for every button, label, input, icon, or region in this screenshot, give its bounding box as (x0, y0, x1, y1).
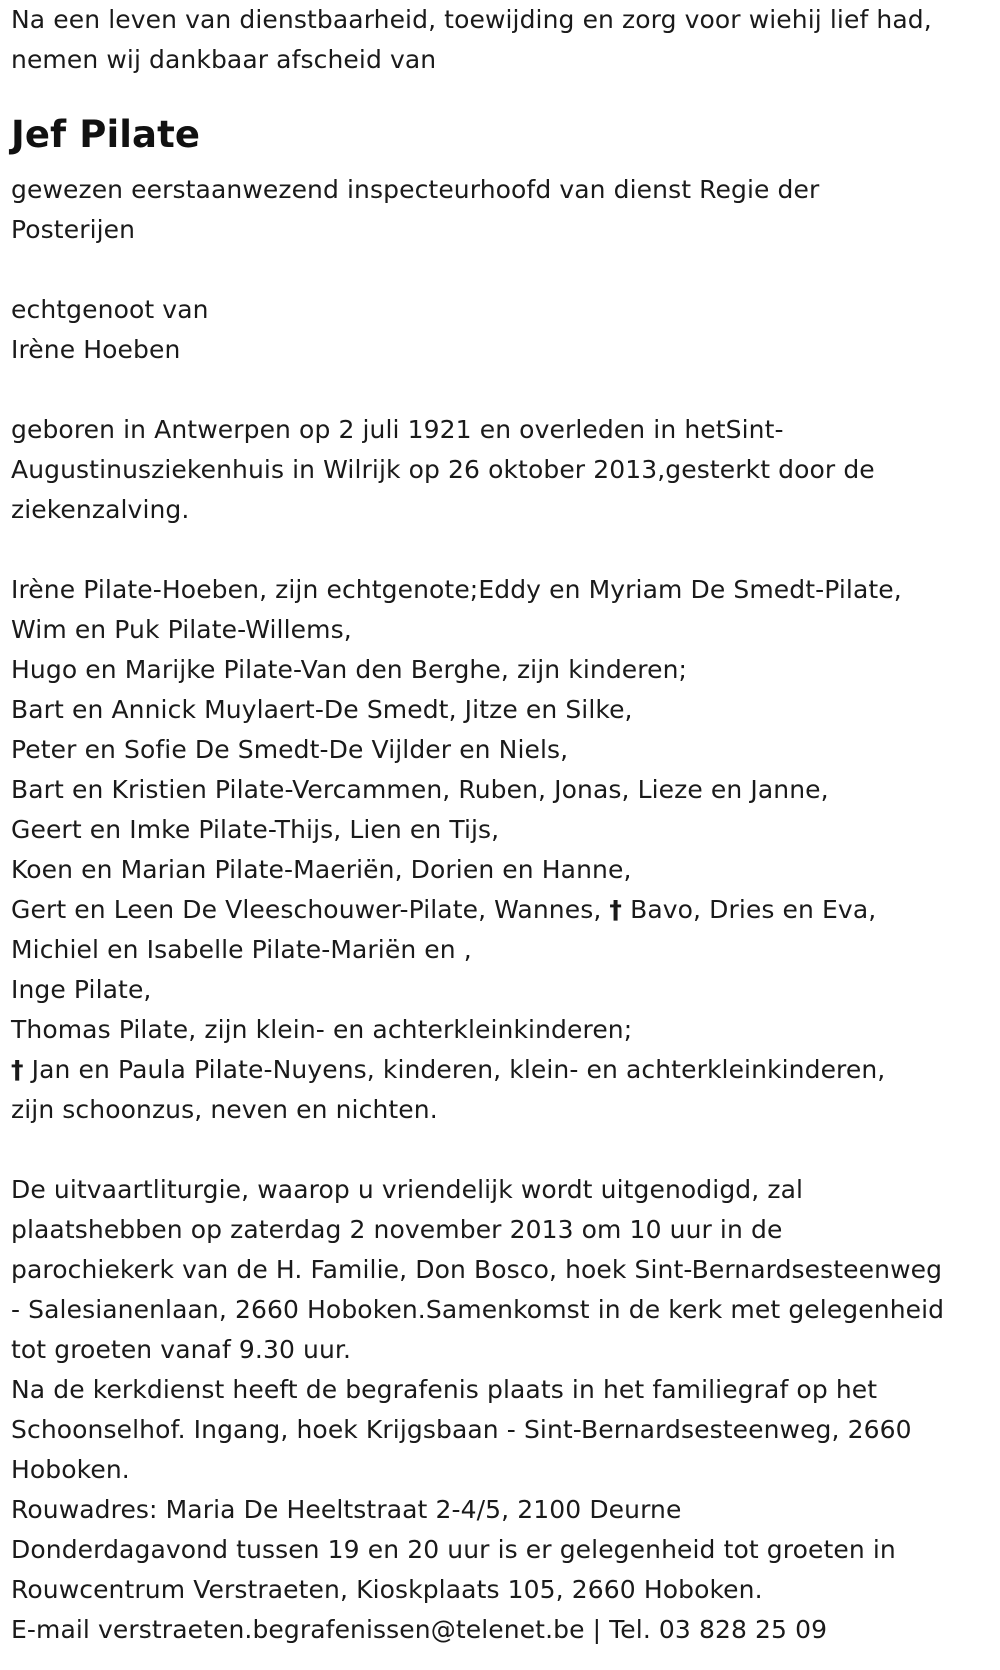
family-line: Wim en Puk Pilate-Willems, (11, 615, 352, 644)
function-line: gewezen eerstaanwezend inspecteurhoofd van dienst Regie der (11, 175, 820, 204)
paragraph-gap (11, 250, 996, 290)
ceremony-line: Rouwcentrum Verstraeten, Kioskplaats 105, 2660 Hoboken. (11, 1575, 763, 1604)
family-line: Inge Pilate, (11, 975, 152, 1004)
paragraph-gap (11, 530, 996, 570)
contact-line: E-mail verstraeten.begrafenissen@telenet.be | Tel. 03 828 25 09 (11, 1615, 828, 1644)
family-line-jan-text: Jan en Paula Pilate-Nuyens, kinderen, klein- en achterkleinkinderen, (23, 1055, 886, 1084)
ceremony-paragraph (11, 1170, 996, 1650)
ceremony-line: Donderdagavond tussen 19 en 20 uur is er gelegenheid tot groeten in (11, 1535, 896, 1564)
ceremony-line: Hoboken. (11, 1455, 130, 1484)
family-line: Irène Pilate-Hoeben, zijn echtgenote;Eddy en Myriam De Smedt-Pilate, (11, 575, 902, 604)
birth-death-line: Augustinusziekenhuis in Wilrijk op 26 oktober 2013,gesterkt door de (11, 455, 875, 484)
ceremony-line: De uitvaartliturgie, waarop u vriendelijk wordt uitgenodigd, zal (11, 1175, 804, 1204)
family-line: Bart en Kristien Pilate-Vercammen, Ruben, Jonas, Lieze en Janne, (11, 775, 829, 804)
family-line: zijn schoonzus, neven en nichten. (11, 1095, 438, 1124)
cross-icon: † (609, 895, 623, 924)
ceremony-line: tot groeten vanaf 9.30 uur. (11, 1335, 352, 1364)
birth-death-line: geboren in Antwerpen op 2 juli 1921 en overleden in hetSint- (11, 415, 784, 444)
intro-line: nemen wij dankbaar afscheid van (11, 45, 437, 74)
ceremony-line: Na de kerkdienst heeft de begrafenis plaats in het familiegraf op het (11, 1375, 878, 1404)
ceremony-line: - Salesianenlaan, 2660 Hoboken.Samenkomst in de kerk met gelegenheid (11, 1295, 945, 1324)
birth-death-line: ziekenzalving. (11, 495, 190, 524)
family-line-gert-end: Bavo, Dries en Eva, (622, 895, 877, 924)
paragraph-gap (11, 1130, 996, 1170)
family-line: Peter en Sofie De Smedt-De Vijlder en Niels, (11, 735, 569, 764)
obituary-document (11, 0, 996, 1650)
spouse-line: echtgenoot van (11, 295, 209, 324)
family-line: Thomas Pilate, zijn klein- en achterkleinkinderen; (11, 1015, 633, 1044)
family-line: Michiel en Isabelle Pilate-Mariën en , (11, 935, 472, 964)
function-line: Posterijen (11, 215, 136, 244)
birth-death-paragraph (11, 410, 996, 530)
deceased-name: Jef Pilate (11, 113, 201, 156)
function-paragraph (11, 170, 996, 250)
family-paragraph (11, 570, 996, 1130)
intro-line: Na een leven van dienstbaarheid, toewijding en zorg voor wiehij lief had, (11, 5, 932, 34)
ceremony-line: parochiekerk van de H. Familie, Don Bosco, hoek Sint-Bernardsesteenweg (11, 1255, 943, 1284)
family-line: Hugo en Marijke Pilate-Van den Berghe, zijn kinderen; (11, 655, 688, 684)
intro-paragraph (11, 0, 996, 80)
spouse-paragraph (11, 290, 996, 370)
cross-icon: † (11, 1055, 24, 1084)
ceremony-line: Schoonselhof. Ingang, hoek Krijgsbaan - Sint-Bernardsesteenweg, 2660 (11, 1415, 912, 1444)
mourning-address: Rouwadres: Maria De Heeltstraat 2-4/5, 2100 Deurne (11, 1495, 682, 1524)
family-line: Geert en Imke Pilate-Thijs, Lien en Tijs, (11, 815, 500, 844)
family-line-jan (11, 1050, 996, 1090)
paragraph-gap (11, 370, 996, 410)
ceremony-line: plaatshebben op zaterdag 2 november 2013 om 10 uur in de (11, 1215, 783, 1244)
family-line: Koen en Marian Pilate-Maeriën, Dorien en Hanne, (11, 855, 632, 884)
family-line-gert (11, 890, 996, 930)
family-line-gert-start: Gert en Leen De Vleeschouwer-Pilate, Wannes, (11, 895, 610, 924)
family-line: Bart en Annick Muylaert-De Smedt, Jitze en Silke, (11, 695, 633, 724)
spouse-line: Irène Hoeben (11, 335, 181, 364)
